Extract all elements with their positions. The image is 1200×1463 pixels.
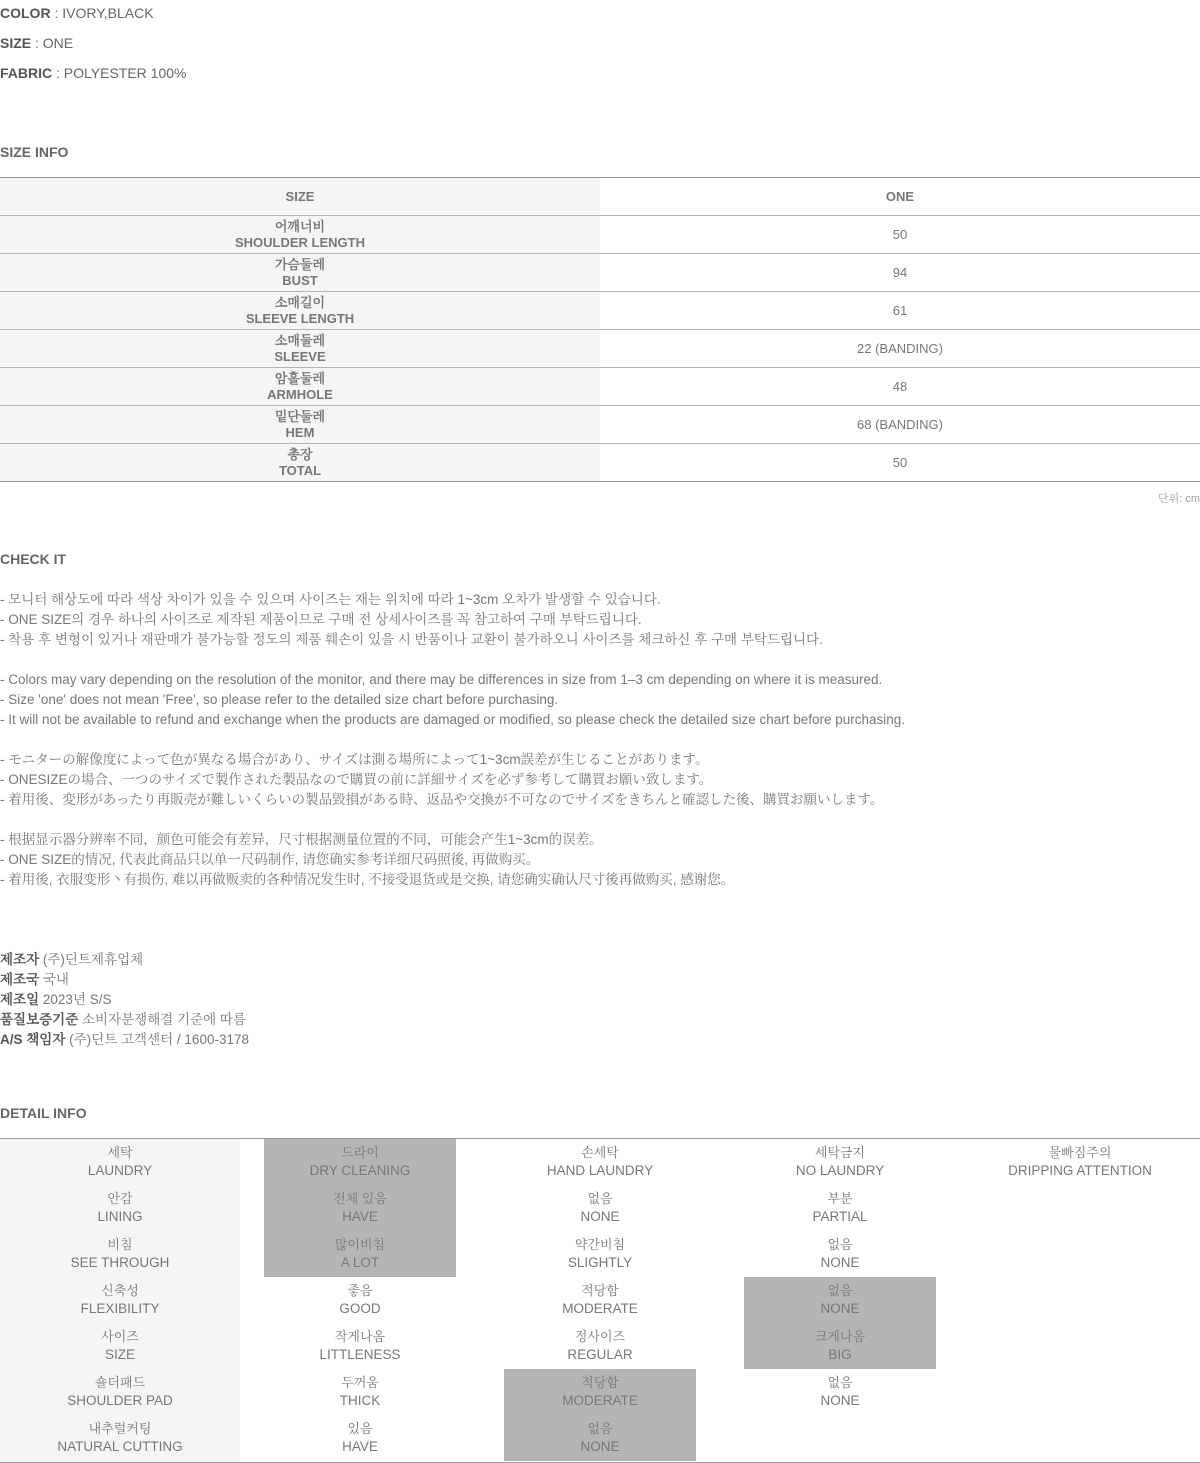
size-row-label-en: TOTAL [278,462,322,478]
detail-label-en: SIZE [104,1347,135,1362]
check-it-line: - Colors may vary depending on the resolution of the monitor, and there may be differences in size from 1–3 cm depending on where it is measured. [0,672,883,687]
detail-option-en: A LOT [340,1255,380,1270]
size-row-label-ko: 밑단둘레 [274,408,326,424]
spec-color [0,5,154,21]
detail-option [744,1139,936,1185]
maker-label: 제조자 [0,952,40,967]
spec-value: : ONE [31,35,74,51]
size-rows [0,216,1200,481]
detail-option-ko: 적당함 [581,1375,619,1390]
size-row-value: 61 [892,303,908,318]
size-row-label [0,216,600,253]
detail-option-ko: 크게나옴 [814,1329,866,1344]
maker-info [0,950,249,1050]
detail-option-ko: 많이비침 [334,1237,386,1252]
size-table [0,177,1200,482]
size-row-value: 50 [892,227,908,242]
spec-fabric [0,65,186,81]
detail-label-en: LAUNDRY [87,1163,153,1178]
detail-option-en: BIG [828,1347,852,1362]
size-row-label [0,330,600,367]
detail-option-en: NONE [580,1439,620,1454]
detail-option-en: DRIPPING ATTENTION [1008,1163,1152,1178]
check-it-line: - ONESIZEの場合、一つのサイズで製作された製品なので購買の前に詳細サイズを必ず参考して購買お願い致します。 [0,772,713,787]
maker-label: 품질보증기준 [0,1012,79,1027]
maker-label: A/S 책임자 [0,1032,66,1047]
detail-option [264,1277,456,1323]
size-row-value: 50 [892,455,908,470]
maker-label: 제조국 [0,972,40,987]
check-it-line: - 착용 후 변형이 있거나 재판매가 불가능할 정도의 제품 훼손이 있을 시 반품이나 교환이 불가하오니 사이즈를 체크하신 후 구매 부탁드립니다. [0,632,823,647]
size-row-label-ko: 소매둘레 [274,332,326,348]
detail-row-label [24,1369,216,1415]
detail-row-label [24,1231,216,1277]
check-it-line: - 根据显示器分辨率不同，颜色可能会有差异，尺寸根据测量位置的不同，可能会产生1~3cm的误差。 [0,832,603,847]
detail-option-en: REGULAR [567,1347,633,1362]
detail-option-selected [744,1277,936,1323]
detail-option [744,1369,936,1415]
detail-option-en: NONE [820,1393,860,1408]
size-row-label-en: ARMHOLE [267,386,333,402]
detail-label-ko: 내추럴커팅 [88,1421,152,1436]
detail-option [504,1277,696,1323]
size-row-value: 94 [892,265,908,280]
maker-value: (주)딘트제휴업체 [39,952,144,967]
check-it-line: - ONE SIZE的情况, 代表此商品只以单一尺码制作, 请您确实参考详细尺码照後, 再做购买。 [0,852,540,867]
maker-value: 소비자분쟁해결 기준에 따름 [78,1012,246,1027]
size-row-label [0,368,600,405]
detail-label-en: FLEXIBILITY [80,1301,160,1316]
detail-option-ko: 부분 [827,1191,853,1206]
maker-label: 제조일 [0,992,40,1007]
spec-value: : IVORY,BLACK [50,5,154,21]
detail-row-label [24,1139,216,1185]
detail-option-ko: 없음 [587,1421,613,1436]
size-table-row [0,216,1200,254]
maker-line [0,990,249,1010]
detail-label-ko: 비침 [107,1237,133,1252]
size-row-label-ko: 가슴둘레 [274,256,326,272]
size-row-label-en: SLEEVE LENGTH [245,310,355,326]
size-table-header [0,178,1200,216]
detail-option-en: NO LAUNDRY [795,1163,885,1178]
detail-option-selected [504,1415,696,1461]
detail-option-en: HAVE [342,1209,378,1224]
size-header-value: ONE [885,189,915,204]
detail-label-ko: 세탁 [107,1145,133,1160]
detail-option-en: MODERATE [562,1301,638,1316]
detail-label-ko: 숄더패드 [94,1375,146,1390]
size-info-title: SIZE INFO [0,144,69,160]
detail-option-selected [504,1369,696,1415]
detail-option-selected [264,1139,456,1185]
detail-option-ko: 없음 [827,1283,853,1298]
detail-option-en: LITTLENESS [319,1347,401,1362]
detail-option-en: GOOD [339,1301,381,1316]
detail-option-en: MODERATE [562,1393,638,1408]
spec-label: FABRIC [0,65,53,81]
maker-line [0,1010,249,1030]
detail-option-en: SLIGHTLY [567,1255,633,1270]
maker-value: 국내 [39,972,69,987]
spec-label: SIZE [0,35,32,51]
size-table-row [0,292,1200,330]
size-row-label [0,292,600,329]
size-table-row [0,368,1200,406]
size-row-label-en: SHOULDER LENGTH [235,234,365,250]
detail-option [264,1369,456,1415]
maker-line [0,970,249,990]
detail-option-ko: 약간비침 [574,1237,626,1252]
detail-option-selected [264,1185,456,1231]
detail-label-en: LINING [97,1209,143,1224]
size-table-row [0,254,1200,292]
maker-value: 2023년 S/S [39,992,112,1007]
detail-option-ko: 없음 [827,1375,853,1390]
detail-option [504,1323,696,1369]
detail-option-ko: 있음 [347,1421,373,1436]
detail-option-ko: 정사이즈 [574,1329,626,1344]
size-row-label-ko: 암홀둘레 [274,370,326,386]
detail-option-ko: 드라이 [341,1145,379,1160]
detail-row-label [24,1277,216,1323]
size-row-label-en: BUST [282,272,318,288]
detail-option-ko: 세탁금지 [814,1145,866,1160]
detail-label-ko: 신축성 [101,1283,139,1298]
detail-label-ko: 사이즈 [101,1329,139,1344]
check-it-line: - 着用後, 衣服变形丶有损伤, 难以再做贩卖的各种情况发生时, 不接受退货或是交换, 请您确实确认尺寸後再做购买, 感谢您。 [0,872,735,887]
check-it-line: - 着用後、変形があったり再販売が難しいくらいの製品毀損がある時、返品や交換が不可なのでサイズをきちんと確認した後、購買お願いします。 [0,792,884,807]
check-it-line: - モニターの解像度によって色が異なる場合があり、サイズは測る場所によって1~3cm誤差が生じることがあります。 [0,752,709,767]
check-it-notes [0,590,905,890]
size-row-label [0,406,600,443]
check-it-line [0,730,905,750]
detail-option-en: DRY CLEANING [309,1163,411,1178]
detail-option [504,1139,696,1185]
detail-option-ko: 두꺼움 [341,1375,379,1390]
size-row-label-en: HEM [285,424,315,440]
size-row-label-ko: 소매길이 [274,294,326,310]
size-row-label [0,254,600,291]
detail-option-ko: 없음 [587,1191,613,1206]
detail-option-en: HAND LAUNDRY [546,1163,654,1178]
size-row-value: 48 [892,379,908,394]
spec-size [0,35,73,51]
detail-option-ko: 작게나옴 [334,1329,386,1344]
maker-line [0,1030,249,1050]
size-row-label-ko: 어깨너비 [274,218,326,234]
detail-option-en: NONE [580,1209,620,1224]
detail-row-label [24,1415,216,1461]
detail-option [744,1185,936,1231]
detail-label-en: SHOULDER PAD [67,1393,173,1408]
detail-option [264,1415,456,1461]
check-it-line [0,810,905,830]
detail-option-en: HAVE [342,1439,378,1454]
detail-option-ko: 적당함 [581,1283,619,1298]
detail-option-ko: 손세탁 [581,1145,619,1160]
size-unit: 단위: cm [1157,493,1200,505]
detail-option-en: NONE [820,1301,860,1316]
detail-option-ko: 좋음 [347,1283,373,1298]
detail-option-en: THICK [339,1393,381,1408]
detail-row-label [24,1323,216,1369]
check-it-line: - 모니터 해상도에 따라 색상 차이가 있을 수 있으며 사이즈는 재는 위치에 따라 1~3cm 오차가 발생할 수 있습니다. [0,592,661,607]
detail-option-ko: 없음 [827,1237,853,1252]
detail-option [744,1231,936,1277]
detail-table [0,1138,1200,1463]
size-table-row [0,444,1200,481]
size-row-value: 22 (BANDING) [857,341,943,356]
check-it-line [0,650,905,670]
detail-option-selected [744,1323,936,1369]
detail-option-selected [264,1231,456,1277]
detail-option-en: NONE [820,1255,860,1270]
detail-option [504,1185,696,1231]
size-row-label-en: SLEEVE [274,348,326,364]
size-table-row [0,330,1200,368]
size-row-label [0,444,600,481]
detail-option [984,1139,1176,1185]
size-row-label-ko: 총장 [287,446,313,462]
size-row-value: 68 (BANDING) [857,417,943,432]
detail-option [264,1323,456,1369]
check-it-line: - Size 'one' does not mean 'Free', so please refer to the detailed size chart before purchasing. [0,692,559,707]
maker-value: (주)딘트 고객센터 / 1600-3178 [65,1032,249,1047]
check-it-line: - ONE SIZE의 경우 하나의 사이즈로 제작된 제품이므로 구매 전 상세사이즈를 꼭 참고하여 구매 부탁드립니다. [0,612,642,627]
detail-option-ko: 전체 있음 [333,1191,387,1206]
detail-label-ko: 안감 [107,1191,133,1206]
check-it-line: - It will not be available to refund and exchange when the products are damaged or modified, so please check the detailed size chart before purchasing. [0,712,906,727]
detail-label-en: SEE THROUGH [70,1255,170,1270]
detail-info-title: DETAIL INFO [0,1105,87,1121]
detail-label-en: NATURAL CUTTING [57,1439,183,1454]
detail-option-ko: 물빠짐주의 [1048,1145,1112,1160]
maker-line [0,950,249,970]
detail-row-label [24,1185,216,1231]
detail-option [504,1231,696,1277]
size-header-label: SIZE [0,178,600,215]
size-table-row [0,406,1200,444]
spec-label: COLOR [0,5,51,21]
spec-value: : POLYESTER 100% [52,65,187,81]
detail-option-en: PARTIAL [812,1209,868,1224]
check-it-title: CHECK IT [0,551,67,567]
